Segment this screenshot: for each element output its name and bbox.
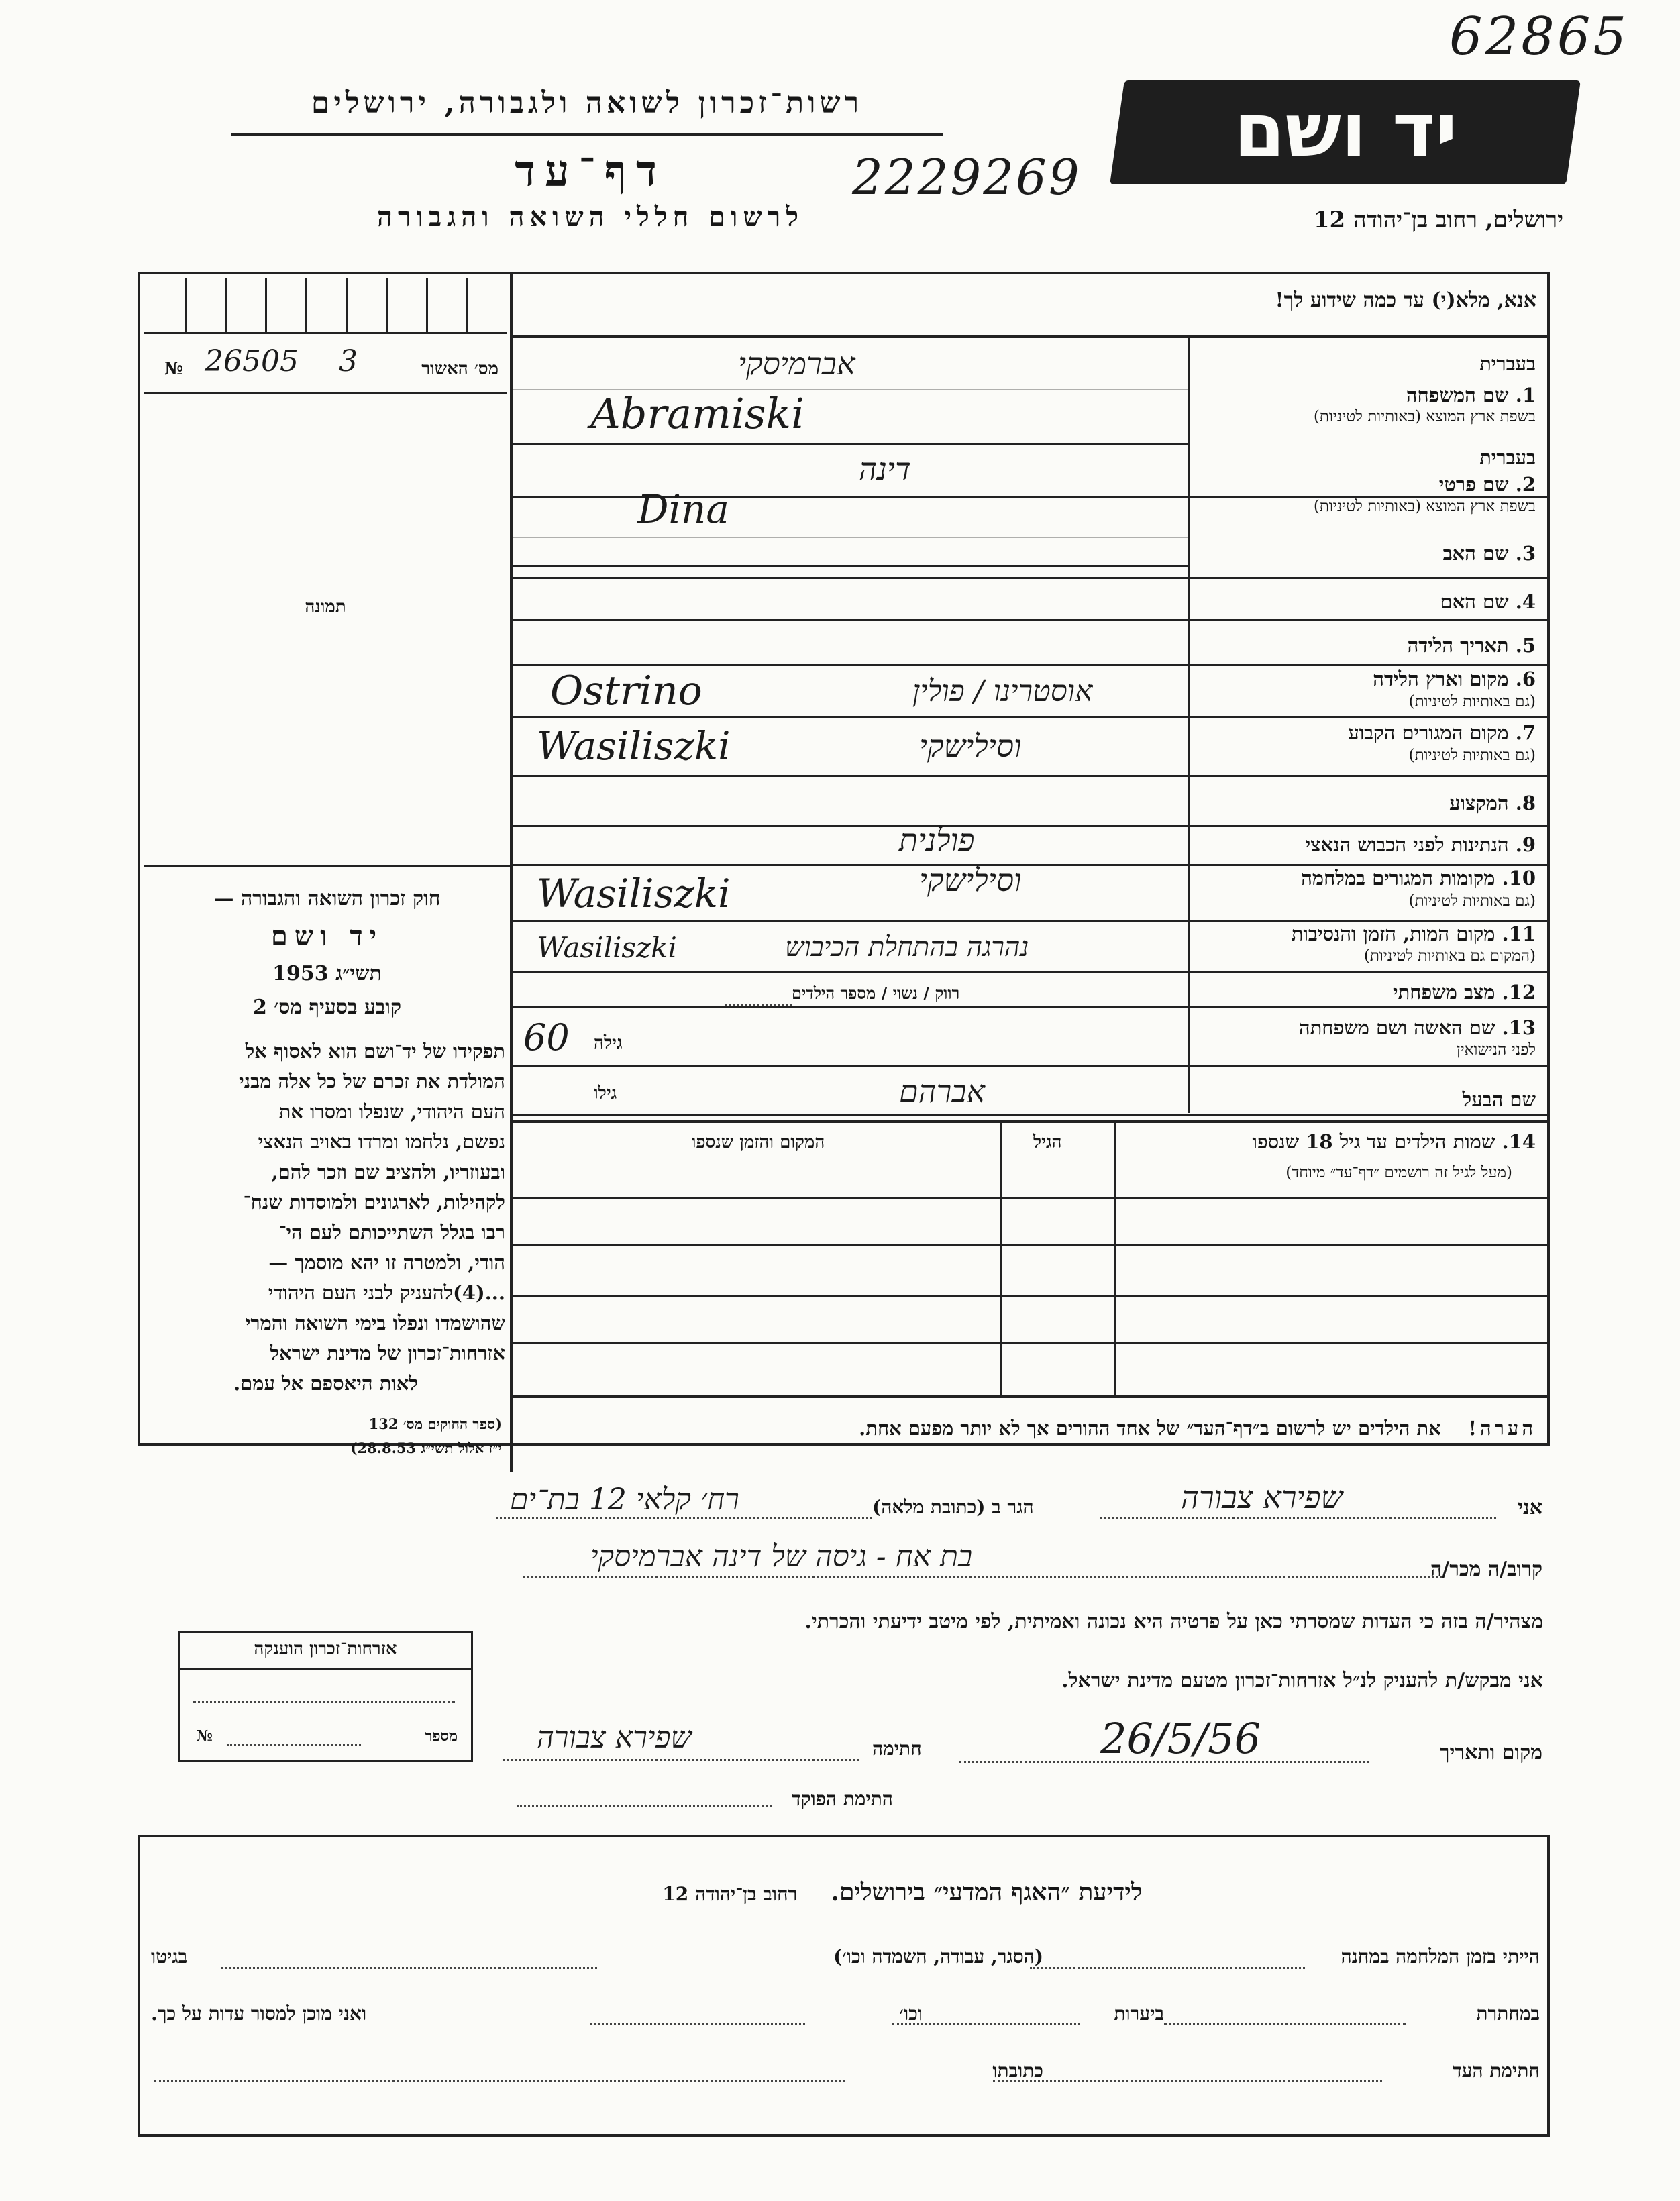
page-number: 2229269: [852, 149, 1082, 205]
field-7-label: [1348, 721, 1536, 745]
approval-value: 26505: [205, 344, 299, 378]
wartime-residence-hebrew[interactable]: וסילישקי: [919, 862, 1022, 898]
field-3-num: 3.: [1515, 542, 1536, 565]
witness-address-label: כתובתו: [992, 2059, 1043, 2082]
death-circumstances-hebrew[interactable]: נהרגה בהתחלת הכיבוש: [785, 932, 1029, 963]
field-6-num: 6.: [1515, 667, 1536, 690]
signature-value[interactable]: שפירא צבורה: [537, 1721, 692, 1755]
place-date-value[interactable]: 26/5/56: [1100, 1714, 1261, 1763]
request-text: אני מבקש/ת להעניק לנ״ל אזרחות־זכרון מטעם מדינת ישראל.: [1061, 1669, 1543, 1693]
approval-label: מס׳ האשור: [421, 359, 498, 379]
field-1-num: 1.: [1515, 384, 1536, 407]
law-ref-1: (ספר החוקים מס׳ 132: [368, 1415, 502, 1432]
approval-prefix: №: [164, 359, 184, 379]
law-line: העם היהודי, שנפלו ומסרו את: [278, 1100, 505, 1123]
form-subtitle: לרשום חללי השואה והגבורה: [376, 201, 804, 233]
law-text: [146, 1036, 505, 1399]
nationality-value[interactable]: פולנית: [899, 822, 975, 858]
field-4-label: [1440, 590, 1536, 614]
field-3-text: שם האב: [1442, 542, 1509, 565]
field-1-label: [1406, 384, 1536, 407]
i-label: אני: [1518, 1496, 1542, 1519]
law-line: לאות היאספם אל עמם.: [233, 1372, 418, 1395]
law-line: אזרחות־זכרון של מדינת ישראל: [270, 1342, 505, 1364]
logo: [1110, 80, 1581, 184]
field-12-label: [1393, 981, 1536, 1004]
field-5-num: 5.: [1515, 634, 1536, 657]
field-13-sub: לפני הנישואין: [1456, 1041, 1536, 1059]
field-2-sub: בשפת ארץ המוצא (באותיות לטיניות): [1313, 498, 1536, 515]
approval-ticks: [144, 278, 507, 334]
field-11-text: מקום המות, הזמן והנסיבות: [1291, 922, 1495, 945]
bottom-title-text: לידיעת ״האגף המדעי״ בירושלים.: [831, 1878, 1143, 1907]
bottom-line-3: [151, 2059, 1540, 2093]
law-line: לקהילות, לארגונים ולמוסדות שנח־: [243, 1191, 505, 1214]
instruction: אנא, מלא(י) עד כמה שידוע לך!: [1275, 288, 1536, 312]
field-13-label: [1299, 1016, 1536, 1040]
col-age-header: הגיל: [1033, 1132, 1062, 1152]
field-12-num: 12.: [1502, 981, 1536, 1004]
bottom-line-1: [151, 1945, 1540, 1979]
etc-label: וכו׳: [899, 2002, 923, 2025]
relative-label: קרוב/ה מכר/ה: [1430, 1558, 1542, 1581]
field-10-text: מקומות המגורים במלחמה: [1301, 867, 1495, 890]
bottom-address: רחוב בן־יהודה 12: [662, 1883, 798, 1905]
children-label: [1252, 1130, 1536, 1154]
witness-address[interactable]: רח׳ קלאי 12 בת־ים: [510, 1483, 739, 1517]
law-ref-2: י״ז אלול תשי״ג 28.8.53): [350, 1440, 502, 1456]
field-6-text: מקום וארץ הלידה: [1373, 667, 1509, 690]
law-line: נפשם, נלחמו ומרדו באויב הנאצי: [258, 1130, 505, 1153]
law-line: ...(4)להעניק לבני העם היהודי: [268, 1281, 505, 1304]
field-7-text: מקום המגורים הקבוע: [1348, 721, 1509, 744]
law-line: ובעוזריו, ולהציב שם וזכר להם,: [271, 1161, 505, 1183]
bottom-line-2: [151, 2002, 1540, 2036]
citizenship-title: אזרחות־זכרון הוענקה: [254, 1639, 397, 1659]
residence-hebrew[interactable]: וסילישקי: [919, 728, 1022, 764]
note: [530, 1417, 1536, 1440]
husband-age-label: גילו: [594, 1083, 617, 1104]
field-4-text: שם האם: [1440, 590, 1509, 613]
form-title: דף־עד: [515, 146, 666, 197]
first-name-hebrew[interactable]: דינה: [859, 451, 911, 487]
logo-text: יד ושם: [1233, 87, 1458, 173]
field-8-label: [1449, 792, 1536, 815]
family-name-latin[interactable]: Abramiski: [590, 389, 804, 438]
residence-latin[interactable]: Wasiliszki: [537, 723, 731, 769]
signature-label: חתימה: [872, 1737, 922, 1760]
field-9-label: [1306, 833, 1536, 857]
husband-value[interactable]: אברהם: [899, 1073, 986, 1110]
husband-label: שם הבעל: [1462, 1088, 1536, 1111]
field-1-text: שם המשפחה: [1406, 384, 1509, 407]
header-address: ירושלים, רחוב בן־יהודה 12: [1313, 207, 1563, 233]
field-4-num: 4.: [1515, 590, 1536, 613]
field-5-label: [1408, 634, 1536, 657]
field-6-sub: (גם באותיות לטיניות): [1408, 693, 1536, 710]
field-11-num: 11.: [1502, 922, 1536, 945]
lives-label: הגר ב (כתובת מלאה): [872, 1496, 1034, 1518]
underground-label: במחתרת: [1476, 2002, 1540, 2025]
place-date-label: מקום ותאריך: [1439, 1741, 1542, 1764]
first-name-latin[interactable]: Dina: [637, 486, 729, 532]
law-line: הודי, ולמטרה זו יהא מוסמך —: [268, 1251, 505, 1274]
photo-label: תמונה: [305, 597, 346, 617]
note-text: את הילדים יש לרשום ב״דף־העד״ של אחד ההורים אך לא יותר מפעם אחת.: [859, 1417, 1441, 1440]
field-13-num: 13.: [1502, 1016, 1536, 1039]
field-9-text: הנתינות לפני הכבוש הנאצי: [1305, 833, 1509, 856]
age-value[interactable]: 60: [523, 1016, 570, 1059]
field-11-sub: (המקום גם באותיות לטיניות): [1363, 947, 1536, 965]
children-sub: (מעל לגיל זה רושמים ״דף־עד״ מיוחד): [1285, 1164, 1512, 1181]
children-num: 14.: [1502, 1130, 1536, 1153]
children-text: שמות הילדים עד גיל 18 שנספו: [1252, 1130, 1495, 1153]
age-label: גילה: [594, 1033, 623, 1053]
law-line: המולדת את זכרם של כל אלה מבני: [239, 1070, 505, 1093]
marital-options[interactable]: רווק / נשוי / מספר הילדים: [792, 983, 960, 1003]
col-place-header: המקום והזמן שנספו: [691, 1132, 825, 1152]
photo-placeholder: [144, 396, 507, 859]
birth-place-latin[interactable]: Ostrino: [550, 667, 702, 714]
law-line: שהושמדו ונפלו בימי השואה והמרי: [245, 1311, 505, 1334]
family-name-hebrew[interactable]: אברמיסקי: [738, 345, 855, 382]
law-line: תפקידו של יד־ושם הוא לאסוף אל: [245, 1040, 505, 1063]
field-10-num: 10.: [1502, 867, 1536, 890]
camp-label: הייתי בזמן המלחמה במחנה: [1341, 1945, 1540, 1968]
field-8-text: המקצוע: [1449, 792, 1509, 814]
field-3-label: [1443, 542, 1536, 566]
birth-place-hebrew[interactable]: אוסטרינו / פולין: [912, 674, 1093, 708]
field-2-text: שם פרטי: [1438, 473, 1509, 496]
archive-number: 62865: [1449, 7, 1630, 67]
authority-name: רשות־זכרון לשואה ולגבורה, ירושלים: [311, 86, 863, 120]
field-10-sub: (גם באותיות לטיניות): [1408, 892, 1536, 910]
field-2-label: [1439, 473, 1536, 496]
witness-signature-label: חתימת העד: [1453, 2059, 1540, 2082]
camp-types: (הסגר, עבודה, השמדה וכו׳): [833, 1945, 1043, 1968]
in-hebrew-label-2: בעברית: [1479, 446, 1536, 469]
approval-row: [144, 339, 507, 394]
field-13-text: שם האשה ושם משפחתה: [1298, 1016, 1495, 1039]
forests-label: ביערות: [1114, 2002, 1164, 2025]
field-6-label: [1373, 667, 1536, 691]
field-10-label: [1301, 867, 1536, 890]
law-clause: קובע בסעיף מס׳ 2: [252, 996, 402, 1019]
field-2-num: 2.: [1515, 473, 1536, 496]
approval-value-2: 3: [339, 344, 358, 378]
field-9-num: 9.: [1515, 833, 1536, 856]
death-place-latin[interactable]: Wasiliszki: [537, 931, 677, 964]
citizenship-prefix: №: [197, 1727, 213, 1745]
field-11-label: [1292, 922, 1536, 946]
field-8-num: 8.: [1515, 792, 1536, 814]
witness-name[interactable]: שפירא צבורה: [1181, 1479, 1343, 1515]
ghetto-label: בגיטו: [151, 1945, 188, 1968]
relation-value[interactable]: בת אח - גיסה של דינה אברמיסקי: [590, 1540, 973, 1574]
officer-label: התימת הפוקד: [792, 1788, 893, 1810]
field-1-sub: בשפת ארץ המוצא (באותיות לטיניות): [1313, 408, 1536, 425]
law-title: חוק זכרון השואה והגבורה —: [213, 887, 441, 910]
field-7-sub: (גם באותיות לטיניות): [1408, 747, 1536, 764]
field-5-text: תאריך הלידה: [1407, 634, 1509, 657]
law-line: רבו בגלל השתייכותם לעם הי־: [278, 1221, 505, 1244]
citizenship-number-label: מספר: [425, 1727, 458, 1745]
note-label: הערה!: [1468, 1417, 1536, 1440]
field-12-text: מצב משפחתי: [1393, 981, 1495, 1004]
bottom-title: [550, 1878, 1255, 1907]
field-7-num: 7.: [1515, 721, 1536, 744]
law-year: תשי״ג 1953: [272, 962, 382, 985]
law-name: יד ושם: [270, 920, 384, 952]
in-hebrew-label: בעברית: [1479, 352, 1536, 375]
wartime-residence-latin[interactable]: Wasiliszki: [537, 871, 731, 916]
declaration-text: מצהיר/ה בזה כי העדות שמסרתי כאן על פרטיה היא נכונה ואמיתית, לפי מיטב ידיעתי והכרתי.: [804, 1610, 1543, 1633]
citizenship-box: [178, 1631, 473, 1762]
ready-to-testify: ואני מוכן למסור עדות על כך.: [151, 2002, 367, 2025]
